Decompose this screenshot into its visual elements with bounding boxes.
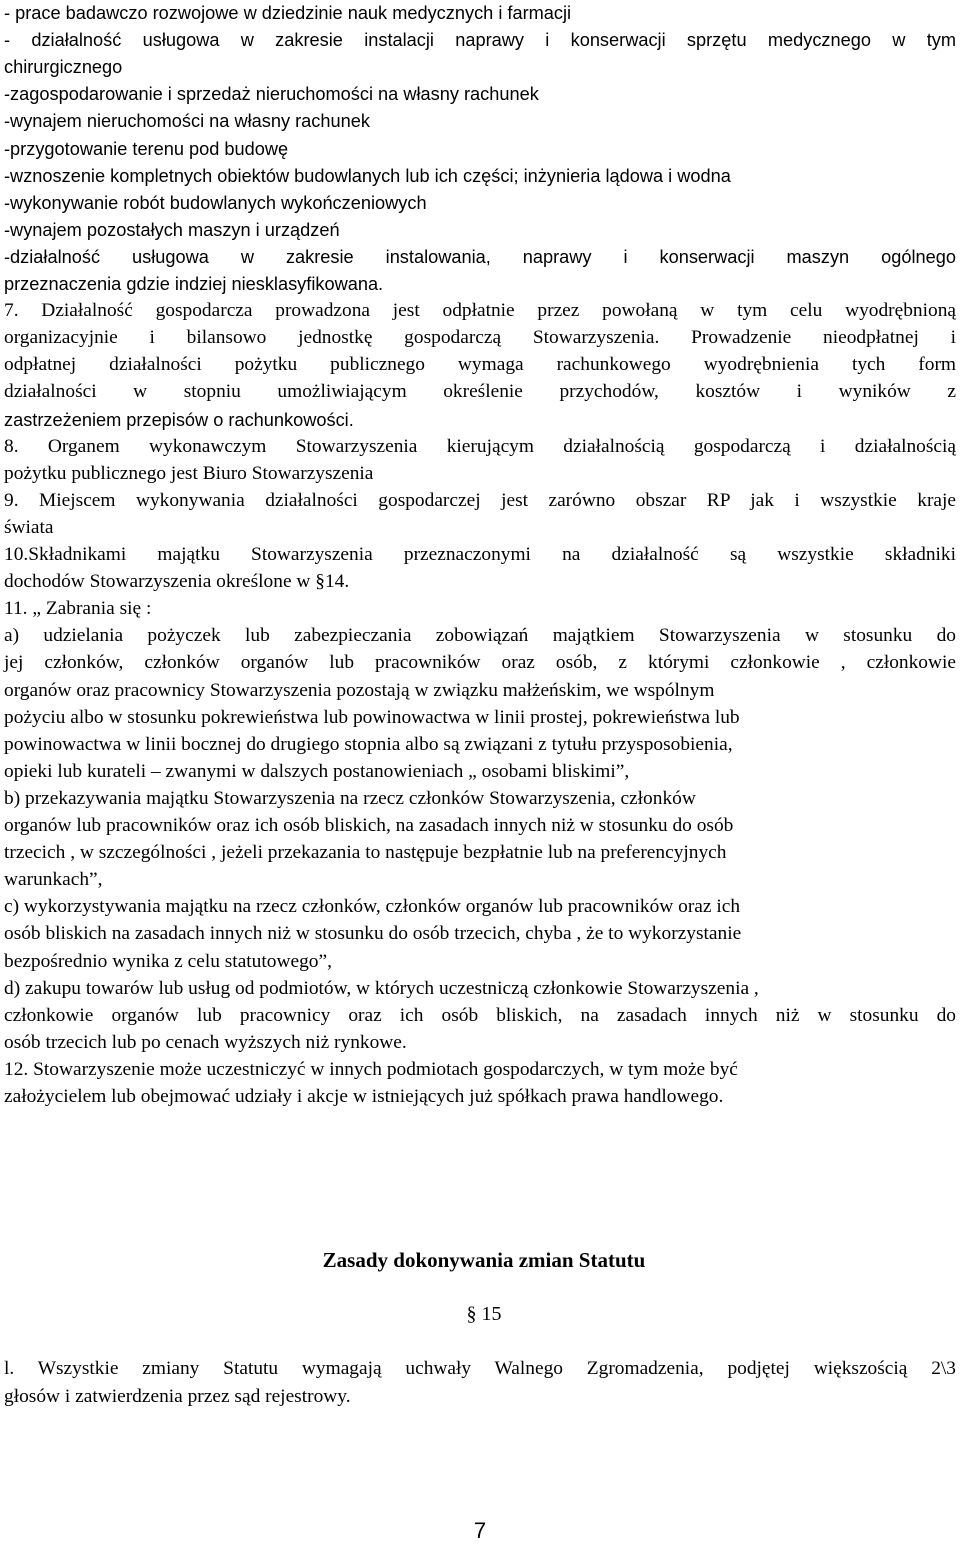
text-line: a) udzielania pożyczek lub zabezpieczania zobowiązań majątkiem Stowarzyszenia w stosunku do [4,625,956,647]
text-line: organów oraz pracownicy Stowarzyszenia pozostają w związku małżeńskim, we wspólnym [4,679,715,701]
text-line: trzecich , w szczególności , jeżeli przekazania to następuje bezpłatnie lub na preferencyjnych [4,842,727,864]
page-number: 7 [473,1518,487,1543]
text-line: świata [4,516,54,538]
text-line: -wznoszenie kompletnych obiektów budowlanych lub ich części; inżynieria lądowa i wodna [4,165,731,186]
text-line: 7. Działalność gospodarcza prowadzona jest odpłatnie przez powołaną w tym celu wyodrębnioną [4,300,956,322]
section-heading: Zasady dokonywania zmian Statutu [322,1248,646,1272]
text-line: l. Wszystkie zmiany Statutu wymagają uchwały Walnego Zgromadzenia, podjętej większością 2\3 [4,1358,956,1379]
text-line: dochodów Stowarzyszenia określone w §14. [4,571,350,593]
text-line: -wykonywanie robót budowlanych wykończeniowych [4,192,427,213]
text-line: powinowactwa w linii bocznej do drugiego stopnia albo są związani z tytułu przysposobienia, [4,733,733,755]
text-line: -przygotowanie terenu pod budowę [4,138,289,159]
text-line: organizacyjnie i bilansowo jednostkę gospodarczą Stowarzyszenia. Prowadzenie nieodpłatnej i [4,327,956,349]
text-line: -wynajem nieruchomości na własny rachunek [4,111,370,132]
text-line: osób bliskich na zasadach innych niż w stosunku do osób trzecich, chyba , że to wykorzystanie [4,923,742,945]
text-line: b) przekazywania majątku Stowarzyszenia na rzecz członków Stowarzyszenia, członków [4,787,696,809]
text-line: - prace badawczo rozwojowe w dziedzinie nauk medycznych i farmacji [4,3,572,23]
text-line: 11. „ Zabrania się : [4,598,152,620]
text-line: działalności w stopniu umożliwiającym określenie przychodów, kosztów i wyników z [4,381,956,403]
text-line: d) zakupu towarów lub usług od podmiotów, w których uczestniczą członkowie Stowarzyszenia , [4,977,759,999]
text-line: bezpośrednio wynika z celu statutowego”, [4,950,332,972]
text-line: -wynajem pozostałych maszyn i urządzeń [4,219,340,240]
text-line: chirurgicznego [4,57,123,78]
text-line: członkowie organów lub pracownicy oraz ich osób bliskich, na zasadach innych niż w stosunku do [4,1004,956,1026]
text-line: pożyciu albo w stosunku pokrewieństwa lub powinowactwa w linii prostej, pokrewieństwa lub [4,706,740,728]
text-line: założycielem lub obejmować udziały i akcje w istniejących już spółkach prawa handlowego. [4,1086,724,1107]
text-line: 8. Organem wykonawczym Stowarzyszenia kierującym działalnością gospodarczą i działalnością [4,435,956,457]
text-line: przeznaczenia gdzie indziej niesklasyfikowana. [4,274,384,294]
text-line: pożytku publicznego jest Biuro Stowarzyszenia [4,462,374,484]
text-line: warunkach”, [4,869,103,891]
section-number: § 15 [466,1303,502,1325]
text-line: - działalność usługowa w zakresie instalacji naprawy i konserwacji sprzętu medycznego w tym [4,30,956,51]
text-line: -działalność usługowa w zakresie instalowania, naprawy i konserwacji maszyn ogólnego [4,246,956,267]
text-line: jej członków, członków organów lub pracowników oraz osób, z którymi członkowie , członkowie [4,652,956,674]
text-line: 10.Składnikami majątku Stowarzyszenia przeznaczonymi na działalność są wszystkie składniki [4,544,956,565]
text-line: 9. Miejscem wykonywania działalności gospodarczej jest zarówno obszar RP jak i wszystkie kraje [4,489,956,511]
text-line: zastrzeżeniem przepisów o rachunkowości. [4,409,354,430]
text-line: 12. Stowarzyszenie może uczestniczyć w innych podmiotach gospodarczych, w tym może być [4,1058,738,1080]
text-line: osób trzecich lub po cenach wyższych niż rynkowe. [4,1031,407,1053]
text-line: organów lub pracowników oraz ich osób bliskich, na zasadach innych niż w stosunku do osób [4,815,734,836]
text-line: -zagospodarowanie i sprzedaż nieruchomości na własny rachunek [4,84,539,105]
text-line: odpłatnej działalności pożytku publicznego wymaga rachunkowego wyodrębnienia tych form [4,354,956,376]
text-line: opieki lub kurateli – zwanymi w dalszych postanowieniach „ osobami bliskimi”, [4,760,630,782]
text-line: głosów i zatwierdzenia przez sąd rejestrowy. [4,1386,351,1407]
text-line: c) wykorzystywania majątku na rzecz członków, członków organów lub pracowników oraz ich [4,896,741,918]
